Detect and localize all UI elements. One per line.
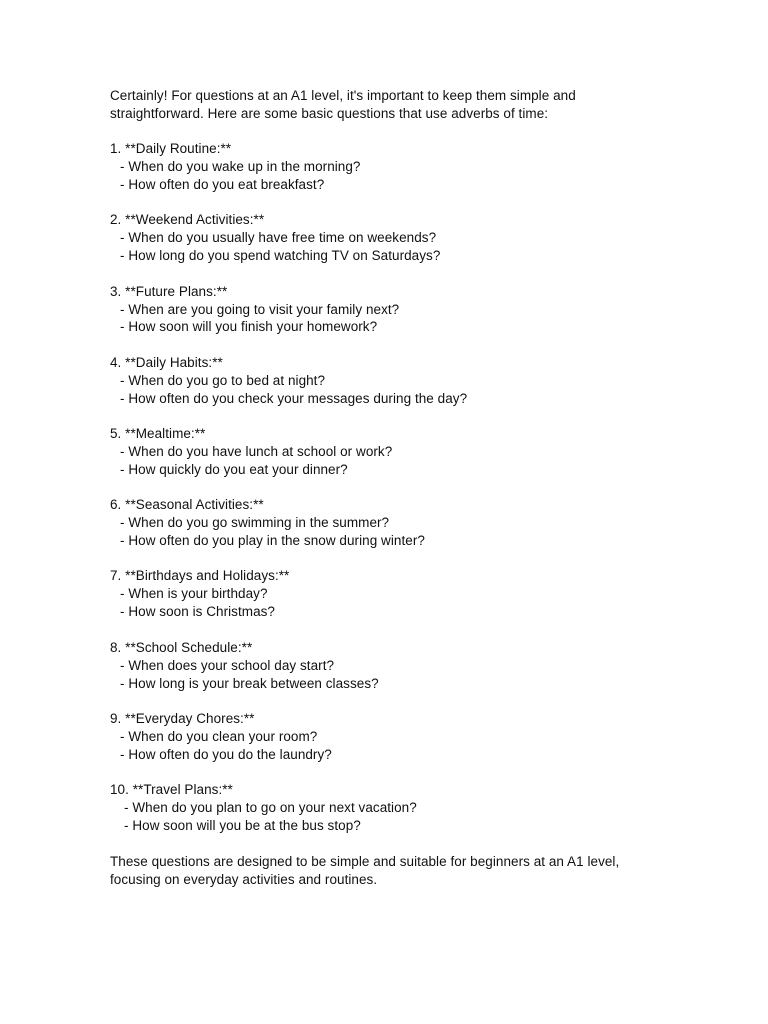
list-item-question: - When do you wake up in the morning? — [120, 159, 361, 174]
list-item-question: - When is your birthday? — [120, 586, 268, 601]
list-item-question: - When does your school day start? — [120, 658, 335, 673]
list-item-heading: 10. **Travel Plans:** — [110, 782, 233, 797]
list-item-question: - When do you go swimming in the summer? — [120, 515, 390, 530]
list-item-heading: 6. **Seasonal Activities:** — [110, 497, 264, 512]
list-item-heading: 7. **Birthdays and Holidays:** — [110, 568, 290, 583]
outro-line-2: focusing on everyday activities and routines. — [110, 872, 378, 887]
list-item-question: - How long do you spend watching TV on Saturdays? — [120, 248, 441, 263]
list-item-question: - How often do you do the laundry? — [120, 747, 332, 762]
list-item-question: - How soon will you finish your homework? — [120, 319, 378, 334]
list-item-question: - How often do you play in the snow during winter? — [120, 533, 425, 548]
list-item-question: - When do you go to bed at night? — [120, 373, 326, 388]
list-item-heading: 1. **Daily Routine:** — [110, 141, 232, 156]
outro-line-1: These questions are designed to be simple and suitable for beginners at an A1 level, — [110, 854, 620, 869]
list-item-heading: 3. **Future Plans:** — [110, 284, 228, 299]
list-item-question: - How often do you eat breakfast? — [120, 177, 325, 192]
list-item-heading: 4. **Daily Habits:** — [110, 355, 223, 370]
list-item-heading: 2. **Weekend Activities:** — [110, 212, 265, 227]
list-item-question: - How quickly do you eat your dinner? — [120, 462, 348, 477]
list-item-question: - When do you have lunch at school or work? — [120, 444, 393, 459]
intro-line-1: Certainly! For questions at an A1 level, it's important to keep them simple and — [110, 88, 576, 103]
list-item-question: - When do you plan to go on your next vacation? — [124, 800, 417, 815]
list-item-heading: 8. **School Schedule:** — [110, 640, 253, 655]
list-item-question: - How soon is Christmas? — [120, 604, 275, 619]
list-item-question: - When do you clean your room? — [120, 729, 318, 744]
list-item-question: - When are you going to visit your family next? — [120, 302, 400, 317]
intro-line-2: straightforward. Here are some basic questions that use adverbs of time: — [110, 106, 549, 121]
list-item-question: - How often do you check your messages during the day? — [120, 391, 468, 406]
list-item-heading: 9. **Everyday Chores:** — [110, 711, 255, 726]
list-item-heading: 5. **Mealtime:** — [110, 426, 206, 441]
list-item-question: - How soon will you be at the bus stop? — [124, 818, 361, 833]
list-item-question: - When do you usually have free time on weekends? — [120, 230, 437, 245]
list-item-question: - How long is your break between classes? — [120, 676, 379, 691]
